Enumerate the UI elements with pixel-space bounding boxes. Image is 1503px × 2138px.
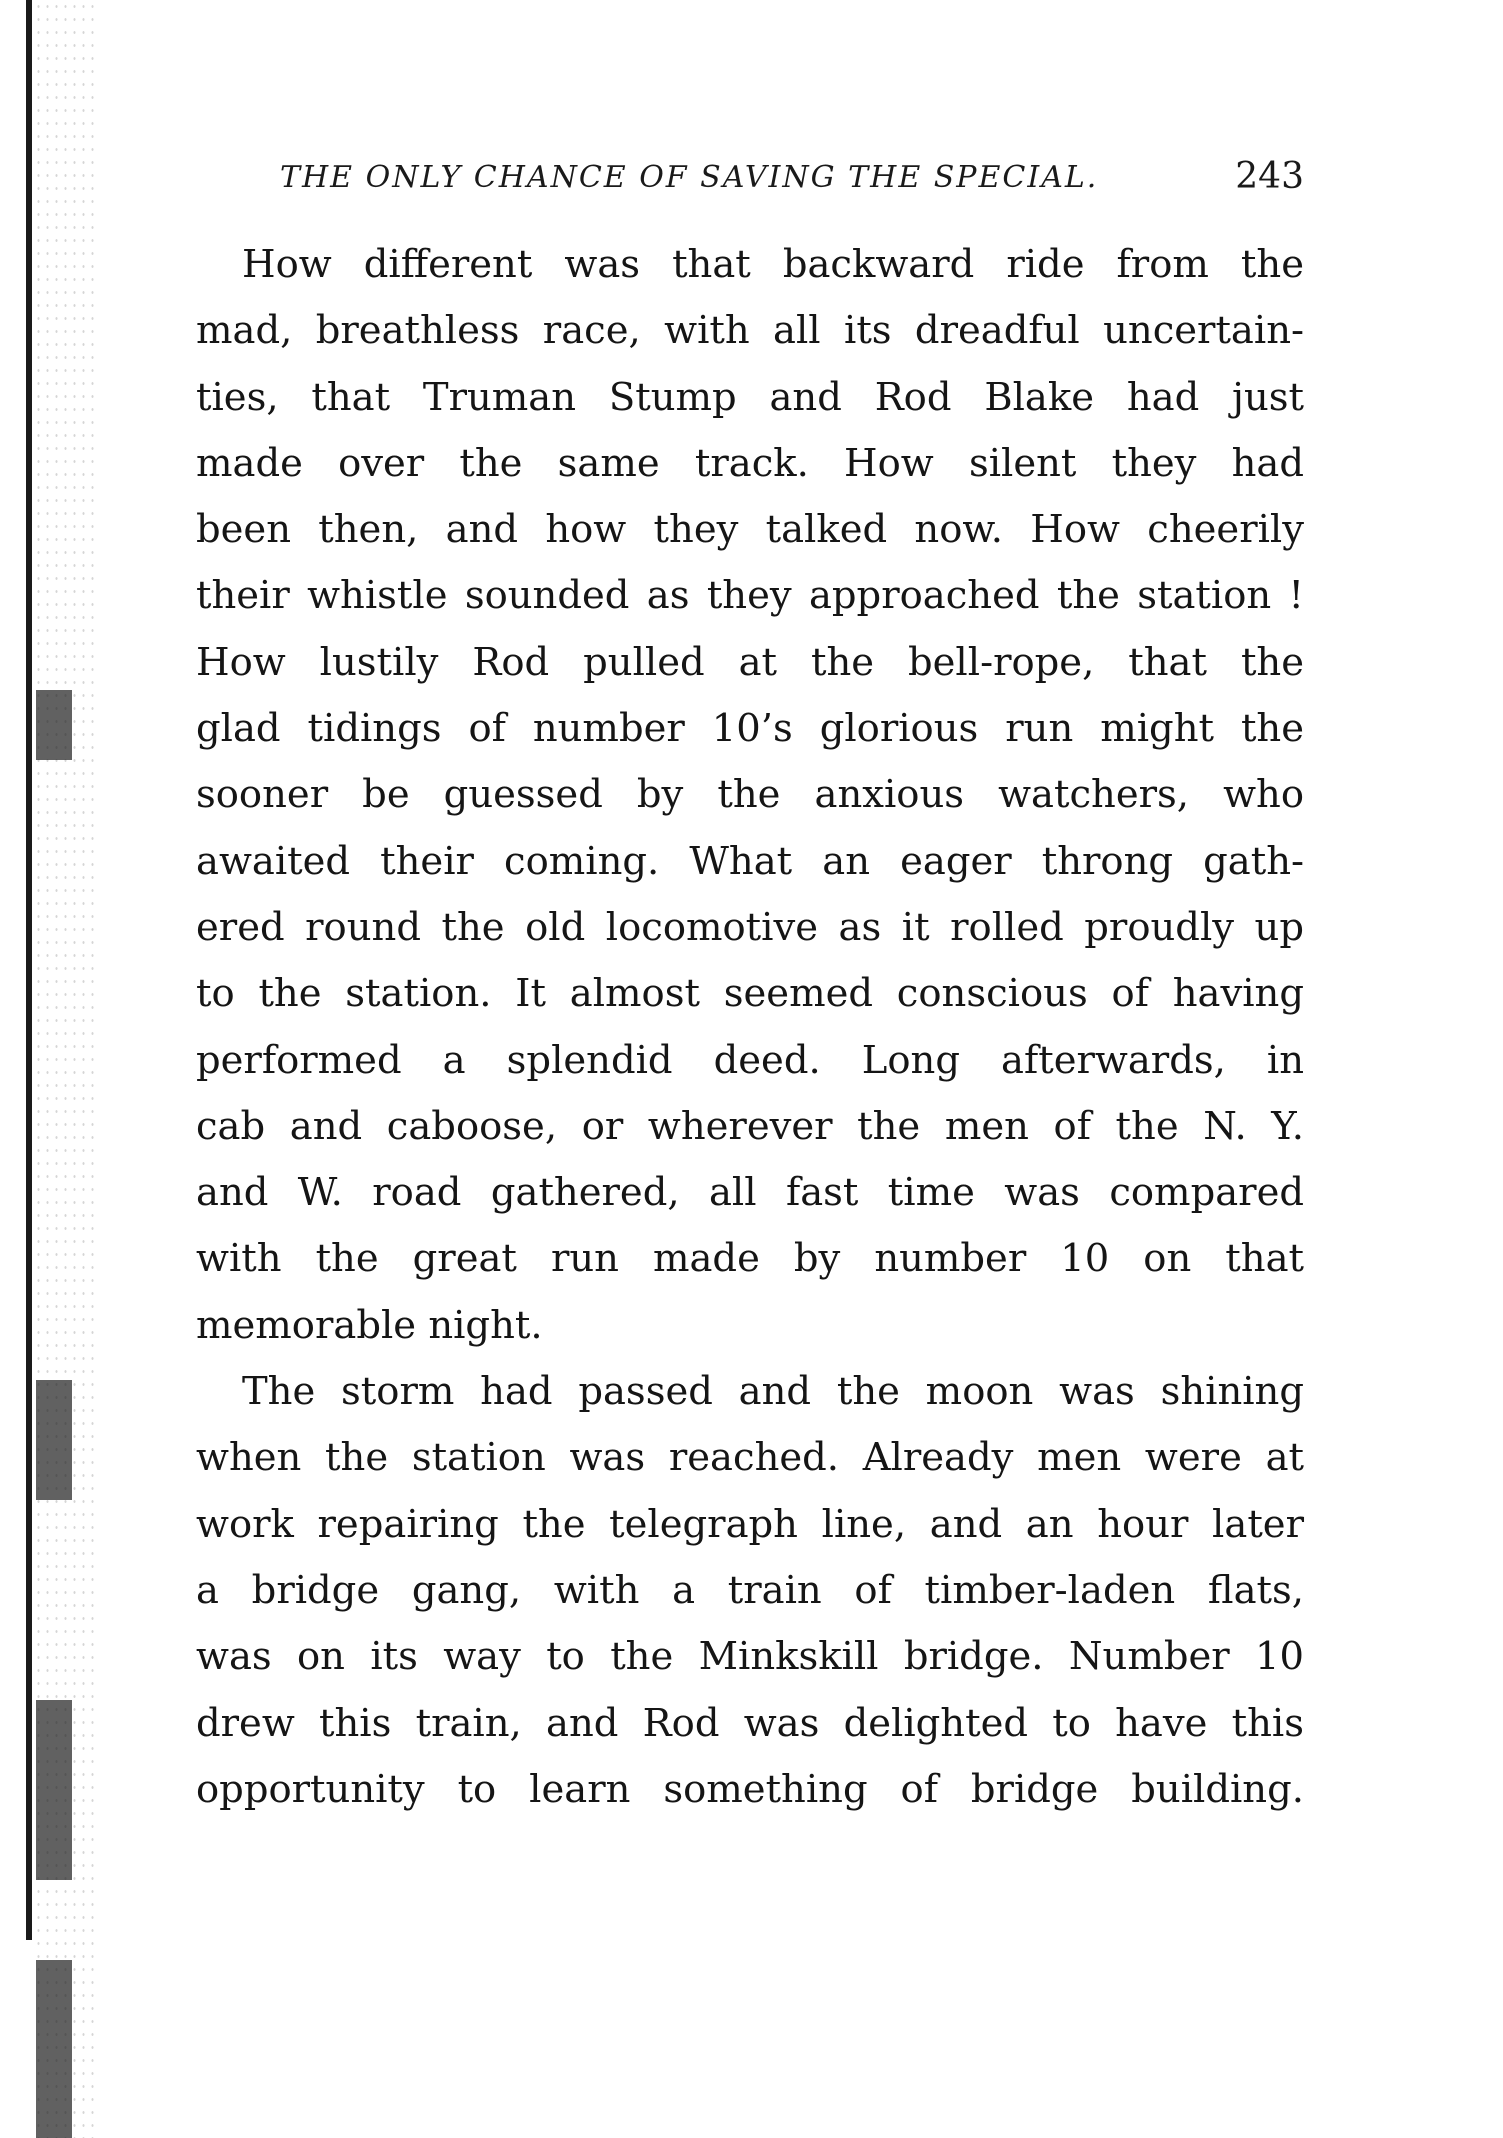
paragraph-1 bbox=[196, 232, 1304, 1359]
running-title: THE ONLY CHANCE OF SAVING THE SPECIAL. bbox=[280, 160, 1099, 195]
binding-edge bbox=[26, 0, 32, 1940]
text-line: memorable night. bbox=[196, 1302, 543, 1348]
text-line: when the station was reached. Already men were at bbox=[196, 1435, 1304, 1481]
text-line: drew this train, and Rod was delighted to have this bbox=[196, 1700, 1304, 1746]
text-line: their whistle sounded as they approached the station ! bbox=[196, 573, 1304, 619]
scan-shadow bbox=[36, 1700, 72, 1880]
body-text bbox=[196, 232, 1304, 1823]
text-line: ered round the old locomotive as it rolled proudly up bbox=[196, 904, 1304, 950]
text-line: and W. road gathered, all fast time was compared bbox=[196, 1170, 1304, 1216]
scan-shadow bbox=[36, 690, 72, 760]
text-line: opportunity to learn something of bridge building. bbox=[196, 1766, 1304, 1812]
text-line: been then, and how they talked now. How cheerily bbox=[196, 507, 1304, 553]
text-line: sooner be guessed by the anxious watchers, who bbox=[196, 772, 1304, 818]
text-line: was on its way to the Minkskill bridge. Number 10 bbox=[196, 1634, 1304, 1680]
running-head bbox=[196, 156, 1304, 202]
text-line: with the great run made by number 10 on that bbox=[196, 1236, 1304, 1282]
scan-shadow bbox=[36, 1960, 72, 2138]
text-line: cab and caboose, or wherever the men of the N. Y. bbox=[196, 1103, 1304, 1149]
text-line: to the station. It almost seemed conscious of having bbox=[196, 971, 1304, 1017]
paragraph-2 bbox=[196, 1359, 1304, 1823]
scan-shadow bbox=[36, 1380, 72, 1500]
page-number: 243 bbox=[1235, 156, 1304, 197]
text-line: How lustily Rod pulled at the bell-rope, that the bbox=[196, 639, 1304, 685]
text-line: made over the same track. How silent they had bbox=[196, 440, 1304, 486]
text-line: glad tidings of number 10’s glorious run might the bbox=[196, 706, 1304, 752]
text-line: work repairing the telegraph line, and an hour later bbox=[196, 1501, 1304, 1547]
text-line: a bridge gang, with a train of timber-laden flats, bbox=[196, 1567, 1304, 1613]
text-line: awaited their coming. What an eager throng gath- bbox=[196, 838, 1304, 884]
text-line: The storm had passed and the moon was shining bbox=[242, 1369, 1304, 1415]
text-line: performed a splendid deed. Long afterwards, in bbox=[196, 1037, 1304, 1083]
text-line: How different was that backward ride from the bbox=[242, 242, 1304, 287]
text-line: mad, breathless race, with all its dreadful uncertain- bbox=[196, 308, 1304, 354]
text-line: ties, that Truman Stump and Rod Blake had just bbox=[196, 374, 1304, 420]
